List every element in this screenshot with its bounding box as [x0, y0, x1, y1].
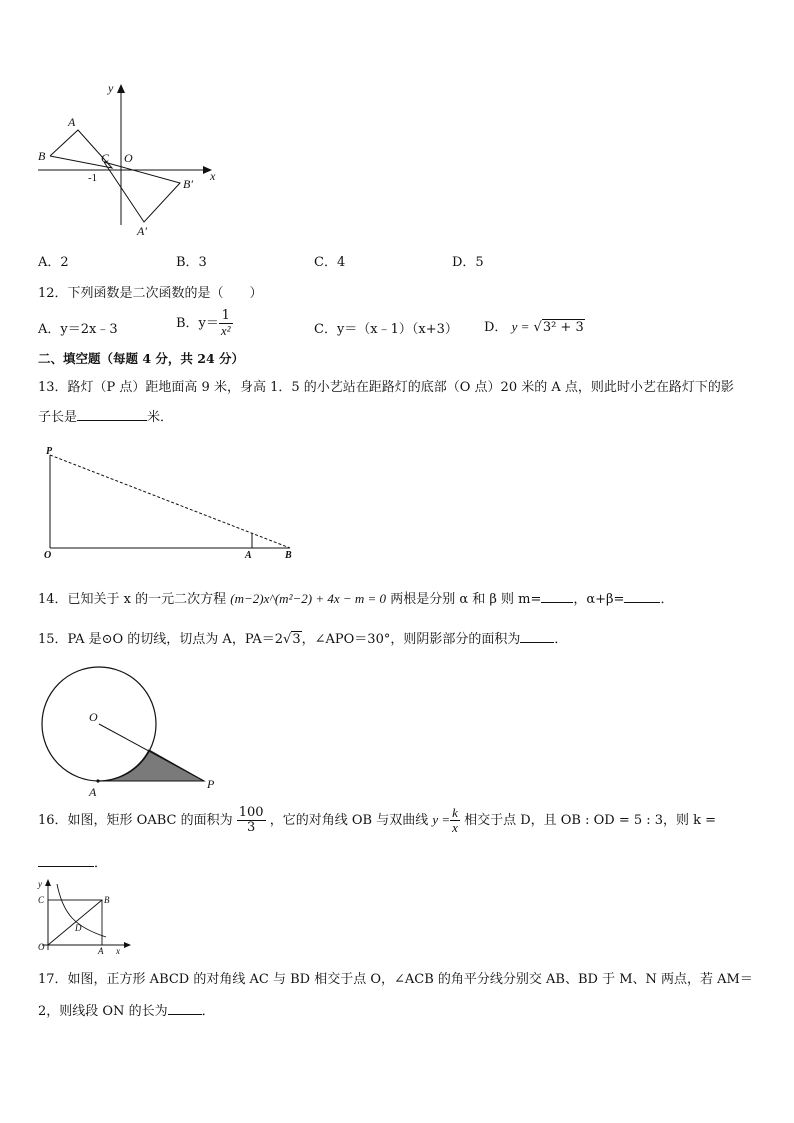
q15-label-o: O: [89, 710, 98, 724]
q11-label-a: A: [68, 115, 76, 129]
q11-label-aprime: A′: [137, 224, 147, 238]
q11-option-d: D．5: [452, 255, 484, 270]
q12-option-a: A．y＝2x﹣3: [38, 322, 118, 337]
q17-answer-blank[interactable]: [168, 1001, 202, 1015]
q11-option-b: B．3: [176, 255, 207, 270]
sqrt-icon: √: [283, 632, 292, 647]
q12-option-d-y: y =: [511, 319, 530, 334]
q13-label-a: A: [245, 550, 252, 561]
q11-label-o: O: [124, 151, 133, 165]
q17-line2-b: ．: [201, 1004, 215, 1019]
q13-label-b: B: [285, 550, 292, 561]
q16-y-equals: y =: [432, 812, 451, 827]
q11-label-x: x: [210, 169, 216, 183]
q12-option-b-num: 1: [219, 309, 233, 324]
q12-option-d-prefix: D．: [484, 320, 508, 335]
q11-label-y: y: [108, 81, 114, 95]
q16-k-num: k: [452, 805, 458, 820]
q11-label-b: B: [38, 149, 46, 163]
q11-label-c: C: [101, 151, 110, 165]
q14-middle: 两根是分别 α 和 β 则 m=: [390, 592, 542, 607]
q17-line1: 17．如图，正方形 ABCD 的对角线 AC 与 BD 相交于点 O，∠ACB 的角平分线分别交 AB、BD 于 M、N 两点，若 AM＝: [38, 972, 753, 987]
q17-line2-a: 2，则线段 ON 的长为: [38, 1004, 168, 1019]
sqrt-icon: √: [533, 320, 542, 335]
q11-label-neg1: -1: [88, 172, 98, 184]
q14-end: ．: [660, 592, 674, 607]
q16-k-den: x: [452, 820, 458, 835]
q13-line1: 13．路灯（P 点）距地面高 9 米，身高 1．5 的小艺站在距路灯的底部（O 点）20 米的 A 点，则此时小艺在路灯下的影: [38, 380, 734, 395]
q16-label-a: A: [98, 946, 104, 956]
section-2-title: 二、填空题（每题 4 分，共 24 分）: [38, 351, 245, 366]
q13-line2-a: 子长是: [38, 410, 78, 425]
q15-text-a: 15．PA 是⊙O 的切线，切点为 A，PA＝2: [38, 632, 284, 647]
q15-text-b: ，∠APO＝30°，则阴影部分的面积为: [301, 632, 521, 647]
q13-label-p: P: [46, 446, 53, 457]
q16-text-a: 16．如图，矩形 OABC 的面积为: [38, 813, 233, 828]
q12-stem: 12．下列函数是二次函数的是（ ）: [38, 286, 263, 301]
q11-label-bprime: B′: [183, 177, 193, 191]
q16-text-c: 相交于点 D，且 OB : OD = 5 : 3，则 k =: [464, 813, 717, 828]
q14-mid2: ，α+β=: [573, 592, 625, 607]
q12-option-b-den: x²: [220, 323, 231, 338]
q16-label-x: x: [116, 946, 120, 956]
q16-text-b: ，它的对角线 OB 与双曲线: [269, 813, 429, 828]
q16-label-c: C: [38, 895, 45, 905]
q15-label-a: A: [89, 785, 97, 799]
q15-label-p: P: [207, 777, 215, 791]
q15-end: ．: [554, 632, 568, 647]
q16-label-o: O: [38, 942, 45, 952]
q16-area-den: 3: [247, 820, 256, 835]
q16-end: ．: [94, 856, 108, 871]
q16-label-y: y: [38, 879, 42, 889]
q12-option-b-prefix: B．y＝: [176, 316, 219, 331]
q11-option-a: A．2: [38, 255, 69, 270]
q17-line2: [38, 1000, 215, 1019]
q12-option-d-radicand: 3² + 3: [542, 320, 584, 335]
q14-equation: (m−2)x^(m²−2) + 4x − m = 0: [230, 591, 387, 606]
q14-prefix: 14．已知关于 x 的一元二次方程: [38, 592, 227, 607]
q16-label-b: B: [104, 895, 110, 905]
q13-label-o: O: [44, 550, 52, 561]
q11-option-c: C．4: [314, 255, 346, 270]
q16-label-d: D: [75, 923, 82, 933]
q15-sqrt-value: 3: [292, 632, 301, 647]
q16-area-num: 100: [238, 805, 264, 820]
q13-line2-b: 米．: [147, 410, 174, 425]
q12-option-c: C．y＝（x﹣1）（x+3）: [314, 322, 458, 337]
